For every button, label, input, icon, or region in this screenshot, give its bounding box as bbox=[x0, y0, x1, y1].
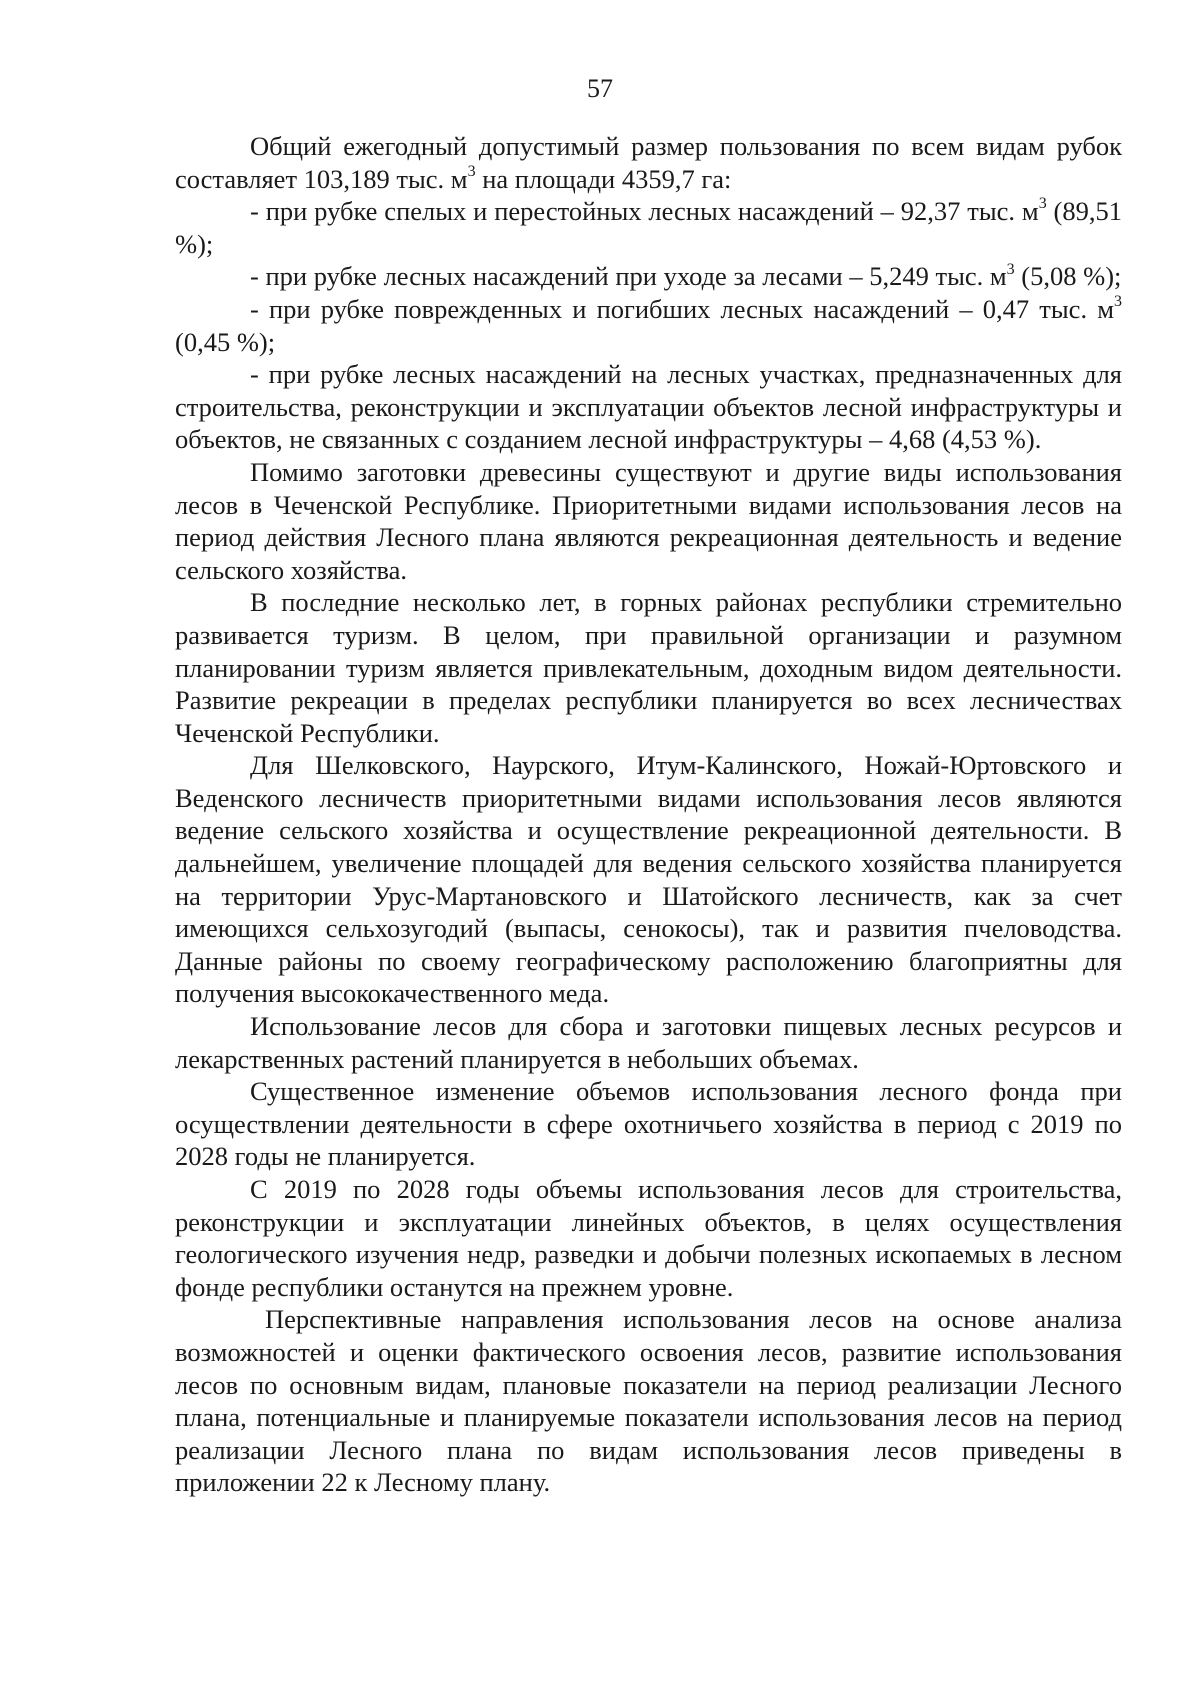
paragraph-other-uses: Помимо заготовки древесины существуют и другие виды использования лесов в Чеченской Республике. Приоритетными видами использования лесов на период действия Лесного плана являются рекреационная деятельность и ведение сельского хозяйства. bbox=[175, 456, 1122, 585]
paragraph-infrastructure-plots: - при рубке лесных насаждений на лесных участках, предназначенных для строительства, реконструкции и эксплуатации объектов лесной инфраструктуры и объектов, не связанных с созданием лесной инфраструктуры – 4,68 (4,53 %). bbox=[175, 359, 1122, 455]
paragraph-forest-care: - при рубке лесных насаждений при уходе за лесами – 5,249 тыс. $м^3$ (5,08 %); bbox=[250, 260, 1122, 292]
paragraph-mature-stands: - при рубке спелых и перестойных лесных насаждений – 92,37 тыс. $м^3$ (89,51 %); bbox=[175, 195, 1123, 259]
paragraph-food-resources: Использование лесов для сбора и заготовки пищевых лесных ресурсов и лекарственных растений планируется в небольших объемах. bbox=[175, 1011, 1122, 1074]
document-body bbox=[175, 130, 1122, 1499]
paragraph-linear-objects: С 2019 по 2028 годы объемы использования лесов для строительства, реконструкции и эксплуатации линейных объектов, в целях осуществления геологического изучения недр, разведки и добычи полезных ископаемых в лесном фонде республики останутся на прежнем уровне. bbox=[175, 1174, 1122, 1302]
paragraph-hunting: Существенное изменение объемов использования лесного фонда при осуществлении деятельности в сфере охотничьего хозяйства в период с 2019 по 2028 годы не планируется. bbox=[175, 1076, 1122, 1172]
paragraph-prospective-directions: Перспективные направления использования лесов на основе анализа возможностей и оценки фактического освоения лесов, развитие использования лесов по основным видам, плановые показатели на период реализации Лесного плана, потенциальные и планируемые показатели использования лесов на период реализации Лесного плана по видам использования лесов приведены в приложении 22 к Лесному плану. bbox=[175, 1304, 1122, 1498]
page-number: 57 bbox=[587, 74, 613, 103]
paragraph-tourism: В последние несколько лет, в горных районах республики стремительно развивается туризм. В целом, при правильной организации и разумном планировании туризм является привлекательным, доходным видом деятельности. Развитие рекреации в пределах республики планируется во всех лесничествах Чеченской Республики. bbox=[175, 587, 1122, 748]
paragraph-agriculture-districts: Для Шелковского, Наурского, Итум-Калинского, Ножай-Юртовского и Веденского лесничеств приоритетными видами использования лесов являются ведение сельского хозяйства и осуществление рекреационной деятельности. В дальнейшем, увеличение площадей для ведения сельского хозяйства планируется на территории Урус-Мартановского и Шатойского лесничеств, как за счет имеющихся сельхозугодий (выпасы, сенокосы), так и развития пчеловодства. Данные районы по своему географическому расположению благоприятны для получения высококачественного меда. bbox=[175, 750, 1122, 1009]
paragraph-damaged-stands: - при рубке поврежденных и погибших лесных насаждений – 0,47 тыс. $м^3$ (0,45 %); bbox=[175, 293, 1122, 357]
paragraph-total-allowable-cut: Общий ежегодный допустимый размер пользования по всем видам рубок составляет 103,189 тыс. $м^3$ на площади 4359,7 га: bbox=[175, 131, 1122, 194]
